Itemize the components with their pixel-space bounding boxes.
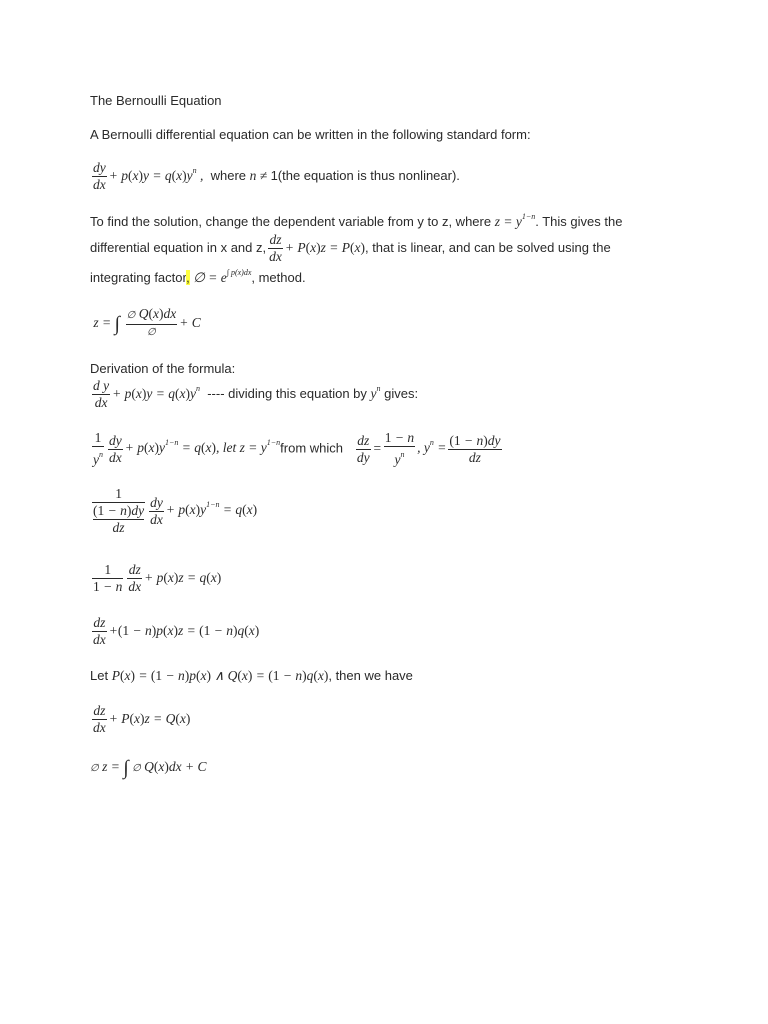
derivation-equation-5: $\frac{dz}{dx}$ +(1 − n)p(x)z = (1 − n)q(x) [93, 615, 260, 647]
derivation-heading: Derivation of the formula: [90, 361, 236, 376]
page-title: The Bernoulli Equation [90, 93, 222, 108]
derivation-equation-4: $\frac{1}{1 - n}$ $\frac{dz}{dx}$ + p(x)z = q(x) [93, 562, 222, 594]
solution-paragraph-line3: integrating factor, ∅ = $e^{\int p(x)dx}$, method. [90, 268, 306, 285]
derivation-equation-2: $\frac{1}{y^n}$ $\frac{dy}{dx}$ + $p(x)y^{1-n} = q(x)$, let $z = y^{1-n}from$ which $\frac{dz}{dy}$ = $\frac{1 - n}{y^n}$ , $y^n$ = $\frac{(1 - n)dy}{dz}$ [93, 430, 501, 467]
standard-form-equation: $\frac{dy}{dx}$ + $p(x)y = q(x)y^n$ , where n ≠ 1(the equation is thus nonlinear). [93, 160, 460, 192]
derivation-equation-6: $\frac{dz}{dx}$ + P(x)z = Q(x) [93, 703, 191, 735]
solution-formula: z = ∫ $\frac{\emptyset Q(x)dx}{\emptyset}$ + C [90, 306, 201, 338]
derivation-definition: Let P(x) = (1 − n)p(x) ∧ Q(x) = (1 − n)q(x), then we have [90, 668, 413, 683]
solution-paragraph-line1: To find the solution, change the dependent variable from y to z, where $z = y^{1-n}$. This gives the [90, 212, 623, 229]
solution-paragraph-line2: differential equation in x and z, $\frac{dz}{dx}$ + P(x)z = P(x), that is linear, and can be solved using the [90, 232, 611, 264]
derivation-equation-1: $\frac{\text{d y}}{dx}$ + $p(x)y = q(x)y^n$ ---- dividing this equation by $y^n$ gives: [93, 378, 419, 410]
derivation-equation-7: ∅ z = ∫ ∅ Q(x)dx + C [90, 757, 207, 779]
derivation-equation-3: 1 (1 − n)dy dz $\frac{dy}{dx}$ + $p(x)y^{1-n} = q(x)$ [93, 486, 258, 535]
intro-text: A Bernoulli differential equation can be written in the following standard form: [90, 127, 531, 142]
